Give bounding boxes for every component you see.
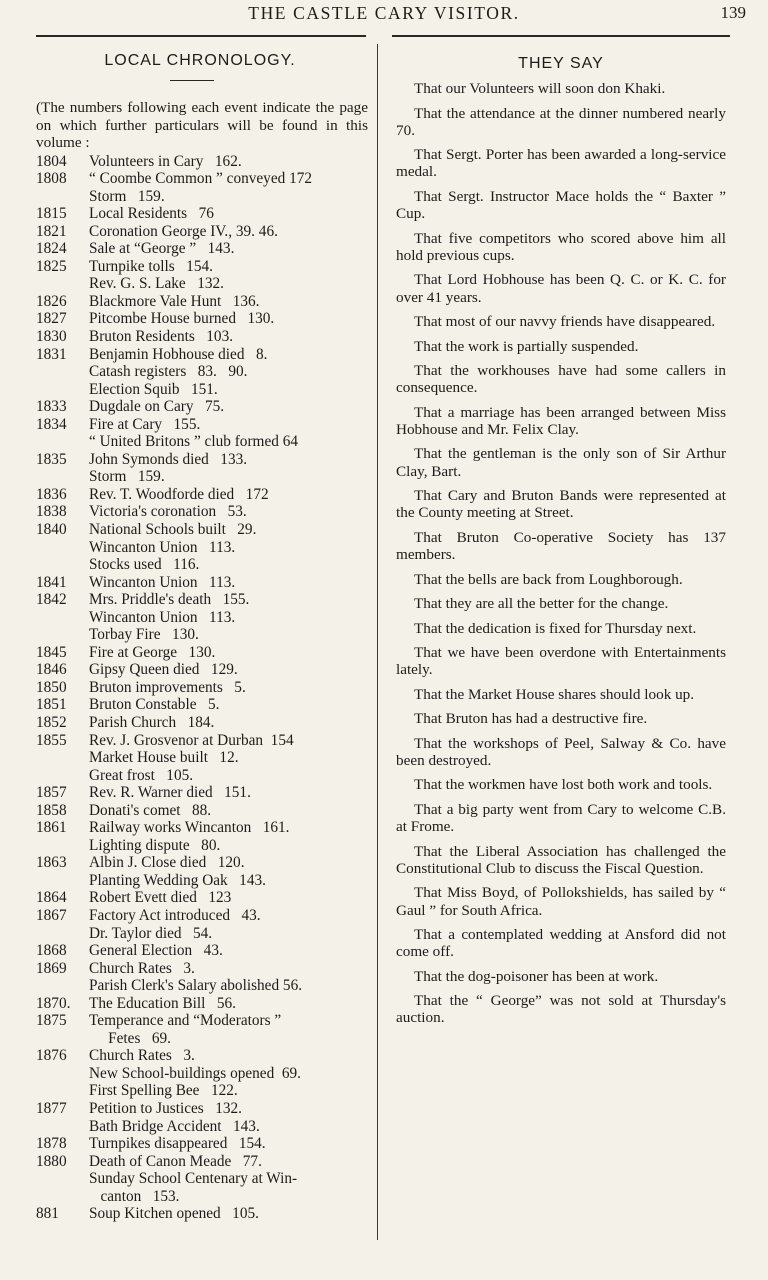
they-say-item: That the dog-poisoner has been at work. — [414, 967, 659, 985]
they-say-item: That Bruton has had a destructive fire. — [414, 710, 648, 728]
chronology-entry — [36, 960, 368, 978]
entry-year — [36, 1188, 89, 1206]
entry-year: 1804 — [36, 152, 67, 170]
chronology-entry — [36, 767, 368, 785]
entry-event: Bruton Residents 103. — [89, 327, 234, 345]
entry-event: Coronation George IV., 39. 46. — [89, 222, 278, 240]
chronology-entry — [36, 1012, 368, 1030]
entry-event: Pitcombe House burned 130. — [89, 310, 275, 328]
entry-event: Gipsy Queen died 129. — [89, 661, 238, 679]
entry-event: Lighting dispute 80. — [89, 836, 221, 854]
they-say-item: That Miss Boyd, of Pollokshields, has sailed by “ Gaul ” for South Africa. — [396, 884, 726, 919]
entry-event: Rev. G. S. Lake 132. — [89, 275, 224, 293]
chronology-entry — [36, 346, 368, 364]
chronology-entry — [36, 907, 368, 925]
chronology-entry — [36, 468, 368, 486]
entry-year — [36, 1170, 89, 1188]
chronology-entry — [36, 942, 368, 960]
entry-year: 1863 — [36, 854, 67, 872]
entry-event: canton 153. — [89, 1187, 180, 1205]
entry-event: Dugdale on Cary 75. — [89, 398, 225, 416]
entry-year — [36, 556, 89, 574]
chronology-entry — [36, 310, 368, 328]
entry-event: Parish Clerk's Salary abolished 56. — [89, 977, 303, 995]
chronology-entry — [36, 749, 368, 767]
chronology-entry — [36, 188, 368, 206]
entry-event: Turnpike tolls 154. — [89, 257, 213, 275]
chronology-entry — [36, 591, 368, 609]
chronology-entry — [36, 328, 368, 346]
entry-year: 1850 — [36, 678, 67, 696]
chronology-entry — [36, 1170, 368, 1188]
entry-year: 881 — [36, 1205, 59, 1223]
entry-event: Robert Evett died 123 — [89, 889, 232, 907]
entry-event: National Schools built 29. — [89, 520, 257, 538]
chronology-entry — [36, 626, 368, 644]
chronology-entry — [36, 293, 368, 311]
entry-event: Torbay Fire 130. — [89, 626, 199, 644]
entry-year: 1840 — [36, 520, 67, 538]
chronology-entry — [36, 784, 368, 802]
entry-year: 1858 — [36, 801, 67, 819]
entry-event: Albin J. Close died 120. — [89, 854, 245, 872]
entry-year: 1869 — [36, 959, 67, 977]
chronology-entry — [36, 363, 368, 381]
entry-event: Planting Wedding Oak 143. — [89, 871, 266, 889]
entry-event: Parish Church 184. — [89, 714, 215, 731]
entry-year — [36, 749, 89, 767]
entry-year: 1875 — [36, 1012, 67, 1030]
entry-event: Wincanton Union 113. — [89, 538, 236, 556]
chronology-entry — [36, 1153, 368, 1171]
they-say-item: That the bells are back from Loughborough. — [414, 570, 683, 588]
chronology-entry — [36, 275, 368, 293]
entry-event: Sunday School Centenary at Win- — [89, 1170, 298, 1188]
chronology-entry — [36, 714, 368, 732]
entry-event: Bruton improvements 5. — [89, 678, 246, 696]
entry-year — [36, 626, 89, 644]
chronology-entry — [36, 503, 368, 521]
entry-event: Temperance and “Moderators ” — [89, 1012, 282, 1030]
entry-event: Factory Act introduced 43. — [89, 907, 261, 925]
entry-year: 1878 — [36, 1135, 67, 1153]
entry-year — [36, 539, 89, 557]
chronology-entry — [36, 205, 368, 223]
entry-year — [36, 1065, 89, 1083]
entry-year — [36, 1082, 89, 1100]
entry-year — [36, 609, 89, 627]
chronology-entry — [36, 433, 368, 451]
page-number: 139 — [720, 3, 746, 22]
chronology-entry — [36, 1188, 368, 1206]
entry-year: 1827 — [36, 310, 67, 328]
entry-event: Soup Kitchen opened 105. — [89, 1205, 259, 1223]
chronology-entry — [36, 398, 368, 416]
entry-year: 1877 — [36, 1100, 67, 1118]
they-say-item: That the attendance at the dinner numbered nearly 70. — [396, 104, 726, 139]
entry-event: New School-buildings opened 69. — [89, 1064, 302, 1082]
chronology-entry — [36, 1047, 368, 1065]
chronology-entry — [36, 556, 368, 574]
they-say-item: That the workshops of Peel, Salway & Co. have been destroyed. — [396, 734, 726, 769]
they-say-item: That our Volunteers will soon don Khaki. — [414, 80, 666, 97]
chronology-entry — [36, 416, 368, 434]
heading-rule — [170, 80, 214, 81]
chronology-entry — [36, 609, 368, 627]
local-chronology-column — [36, 52, 368, 1223]
entry-year: 1835 — [36, 450, 67, 468]
chronology-entry — [36, 1118, 368, 1136]
entry-event: Stocks used 116. — [89, 556, 200, 574]
chronology-entry — [36, 732, 368, 750]
entry-year: 1857 — [36, 784, 67, 802]
entry-event: Benjamin Hobhouse died 8. — [89, 345, 268, 363]
chronology-entry — [36, 837, 368, 855]
entry-year: 1824 — [36, 240, 67, 258]
entry-event: Fire at Cary 155. — [89, 415, 201, 433]
chronology-entry — [36, 381, 368, 399]
entry-year: 1846 — [36, 661, 67, 679]
entry-year — [36, 872, 89, 890]
entry-event: Blackmore Vale Hunt 136. — [89, 292, 260, 310]
chronology-entry — [36, 170, 368, 188]
entry-year: 1867 — [36, 907, 67, 925]
they-say-item: That a big party went from Cary to welcome C.B. at Frome. — [396, 800, 726, 836]
entry-year — [36, 1030, 89, 1048]
entry-event: Bath Bridge Accident 143. — [89, 1117, 260, 1135]
entry-year: 1838 — [36, 503, 67, 521]
chronology-heading: LOCAL CHRONOLOGY. — [104, 52, 296, 69]
entry-event: Market House built 12. — [89, 749, 239, 767]
chronology-entry — [36, 872, 368, 890]
entry-event: Petition to Justices 132. — [89, 1100, 242, 1118]
page-header — [0, 0, 768, 26]
entry-event: Volunteers in Cary 162. — [89, 152, 242, 170]
entry-year — [36, 381, 89, 399]
entry-year: 1830 — [36, 327, 67, 345]
entry-year: 1821 — [36, 222, 67, 240]
they-say-item: That a marriage has been arranged between Miss Hobhouse and Mr. Felix Clay. — [396, 403, 726, 438]
chronology-entry — [36, 925, 368, 943]
header-rule-right — [392, 35, 730, 37]
entry-event: The Education Bill 56. — [89, 994, 236, 1012]
entry-year — [36, 275, 89, 293]
entry-year — [36, 433, 89, 451]
they-say-item: That Sergt. Porter has been awarded a long-service medal. — [396, 146, 726, 181]
entry-event: Bruton Constable 5. — [89, 696, 220, 714]
chronology-list — [36, 153, 368, 1223]
they-say-item: That the “ George” was not sold at Thursday's auction. — [396, 992, 726, 1027]
entry-event: Wincanton Union 113. — [89, 573, 236, 591]
entry-year: 1815 — [36, 205, 67, 223]
entry-event: Great frost 105. — [89, 766, 194, 784]
entry-year: 1831 — [36, 345, 67, 363]
entry-year — [36, 1118, 89, 1136]
entry-event: Railway works Wincanton 161. — [89, 819, 290, 837]
entry-event: Storm 159. — [89, 468, 165, 486]
chronology-entry — [36, 223, 368, 241]
they-say-list — [396, 80, 726, 1027]
entry-event: Wincanton Union 113. — [89, 608, 236, 626]
they-say-item: That the Market House shares should look up. — [414, 685, 695, 703]
entry-year: 1826 — [36, 292, 67, 310]
entry-year: 1861 — [36, 819, 67, 837]
chronology-entry — [36, 889, 368, 907]
entry-event: Donati's comet 88. — [89, 801, 212, 819]
they-say-item: That they are all the better for the change. — [414, 595, 669, 613]
entry-event: Church Rates 3. — [89, 959, 195, 977]
they-say-item: That most of our navvy friends have disappeared. — [414, 313, 716, 331]
entry-year: 1825 — [36, 257, 67, 275]
entry-year — [36, 188, 89, 206]
chronology-entry — [36, 539, 368, 557]
chronology-entry — [36, 521, 368, 539]
they-say-item: That five competitors who scored above him all hold previous cups. — [396, 229, 726, 264]
entry-event: “ Coombe Common ” conveyed 172 — [89, 170, 313, 188]
entry-year: 1845 — [36, 643, 67, 661]
they-say-heading: THEY SAY — [518, 55, 604, 72]
chronology-entry — [36, 661, 368, 679]
entry-event: Mrs. Priddle's death 155. — [89, 591, 250, 609]
chronology-entry — [36, 258, 368, 276]
chronology-entry — [36, 574, 368, 592]
entry-event: First Spelling Bee 122. — [89, 1082, 238, 1100]
entry-event: John Symonds died 133. — [89, 450, 248, 468]
chronology-entry — [36, 240, 368, 258]
entry-event: Dr. Taylor died 54. — [89, 924, 213, 942]
entry-event: Election Squib 151. — [89, 380, 218, 398]
they-say-item: That Sergt. Instructor Mace holds the “ Baxter ” Cup. — [396, 187, 726, 223]
entry-event: “ United Britons ” club formed 64 — [89, 433, 299, 451]
chronology-entry — [36, 819, 368, 837]
they-say-item: That a contemplated wedding at Ansford did not come off. — [396, 926, 726, 961]
entry-event: Turnpikes disappeared 154. — [89, 1135, 266, 1153]
they-say-item: That the work is partially suspended. — [414, 337, 639, 355]
chronology-intro: (The numbers following each event indicate the page on which further particulars will be found in this volume : — [36, 99, 368, 151]
entry-year: 1834 — [36, 415, 67, 433]
entry-year: 1841 — [36, 573, 67, 591]
entry-event: Fire at George 130. — [89, 643, 216, 661]
entry-event: Rev. R. Warner died 151. — [89, 784, 251, 802]
entry-event: Sale at “George ” 143. — [89, 240, 235, 258]
entry-year: 1836 — [36, 485, 67, 503]
column-divider — [377, 44, 378, 1240]
header-rule-left — [36, 35, 366, 37]
entry-year: 1855 — [36, 731, 67, 749]
entry-event: Rev. J. Grosvenor at Durban 154 — [89, 731, 294, 749]
entry-event: Catash registers 83. 90. — [89, 363, 248, 381]
entry-year: 1808 — [36, 170, 67, 188]
chronology-entry — [36, 486, 368, 504]
entry-year — [36, 925, 89, 943]
entry-year — [36, 837, 89, 855]
chronology-entry — [36, 1065, 368, 1083]
entry-year — [36, 468, 89, 486]
entry-event: Victoria's coronation 53. — [89, 503, 247, 521]
entry-year: 1851 — [36, 696, 67, 714]
chronology-entry — [36, 802, 368, 820]
entry-year: 1833 — [36, 398, 67, 416]
entry-event: Rev. T. Woodforde died 172 — [89, 485, 269, 503]
they-say-item: That Cary and Bruton Bands were represented at the County meeting at Street. — [396, 487, 726, 522]
entry-event: Storm 159. — [89, 187, 165, 205]
chronology-entry — [36, 1205, 368, 1223]
entry-year: 1880 — [36, 1152, 67, 1170]
chronology-entry — [36, 696, 368, 714]
chronology-entry — [36, 1030, 368, 1048]
they-say-item: That the workhouses have had some callers in consequence. — [396, 362, 726, 397]
they-say-item: That we have been overdone with Entertainments lately. — [396, 644, 726, 679]
chronology-entry — [36, 1082, 368, 1100]
they-say-item: That the dedication is fixed for Thursday next. — [414, 619, 697, 637]
entry-event: Fetes 69. — [89, 1029, 172, 1047]
running-title: THE CASTLE CARY VISITOR. — [248, 3, 520, 23]
entry-event: Death of Canon Meade 77. — [89, 1152, 262, 1170]
they-say-item: That the Liberal Association has challenged the Constitutional Club to discuss the Fiscal Question. — [396, 842, 726, 877]
chronology-entry — [36, 995, 368, 1013]
entry-year — [36, 977, 89, 995]
entry-year: 1870. — [36, 994, 71, 1012]
they-say-item: That Bruton Co-operative Society has 137 members. — [396, 528, 726, 564]
entry-year: 1852 — [36, 714, 67, 731]
they-say-item: That the workmen have lost both work and tools. — [414, 776, 713, 794]
chronology-entry — [36, 451, 368, 469]
entry-year: 1868 — [36, 942, 67, 960]
chronology-entry — [36, 1100, 368, 1118]
chronology-entry — [36, 679, 368, 697]
entry-year: 1842 — [36, 591, 67, 609]
entry-year — [36, 363, 89, 381]
entry-event: General Election 43. — [89, 942, 223, 960]
they-say-item: That Lord Hobhouse has been Q. C. or K. C. for over 41 years. — [396, 271, 726, 306]
chronology-entry — [36, 644, 368, 662]
entry-year: 1876 — [36, 1047, 67, 1065]
chronology-entry — [36, 1135, 368, 1153]
entry-event: Local Residents 76 — [89, 205, 214, 223]
chronology-entry — [36, 153, 368, 171]
entry-event: Church Rates 3. — [89, 1047, 195, 1065]
they-say-item: That the gentleman is the only son of Sir Arthur Clay, Bart. — [396, 445, 726, 480]
chronology-entry — [36, 977, 368, 995]
entry-year — [36, 767, 89, 785]
they-say-column — [396, 55, 726, 1034]
chronology-entry — [36, 854, 368, 872]
entry-year: 1864 — [36, 889, 67, 907]
